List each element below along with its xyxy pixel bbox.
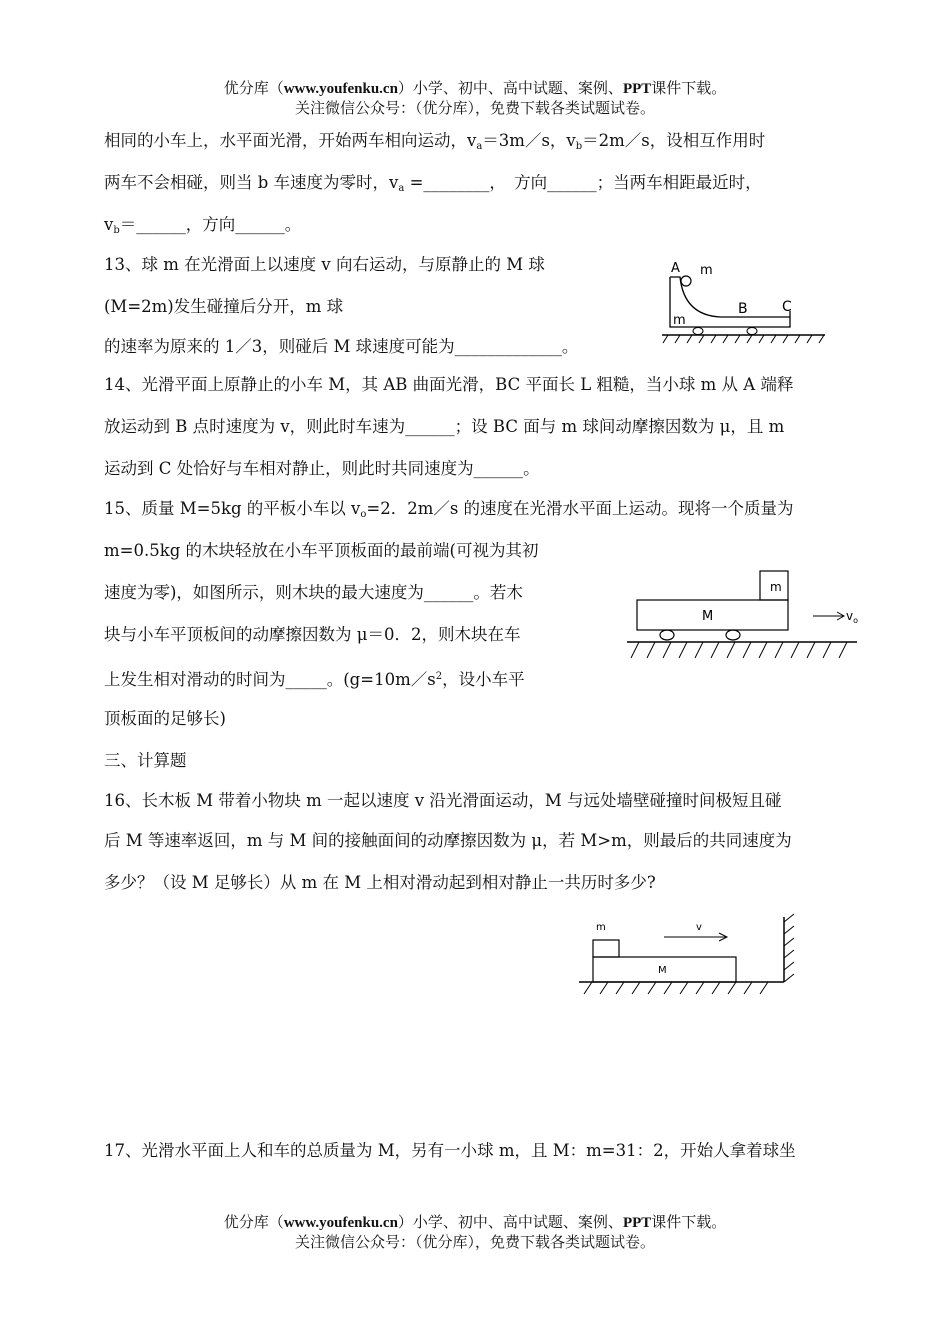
- q15-line-5: 上发生相对滑动的时间为_____。($g=10m/s^2$，设小车平: [104, 670, 525, 689]
- q17-line-1: 17、光滑水平面上人和车的总质量为 M，另有一小球 m，且 M：m=31：2，开始人拿着球坐: [104, 1141, 796, 1160]
- label-B: B: [738, 301, 748, 317]
- label-m-cart: m: [673, 313, 686, 328]
- header-line-1: 优分库（www.youfenku.cn）小学、初中、高中试题、案例、PPT课件下载。: [223, 79, 727, 97]
- q16-figure: [576, 912, 806, 1002]
- label-m-ball: m: [700, 263, 713, 278]
- q13-figure: [660, 255, 830, 350]
- q16-line-2: 后 M 等速率返回，m 与 M 间的接触面间的动摩擦因数为 μ，若 M>m，则最后的共同速度为: [104, 831, 792, 850]
- q13-line-3: 的速率为原来的 1／3，则碰后 M 球速度可能为_____________。: [104, 337, 579, 356]
- q12-line-2: 两车不会相碰，则当 b 车速度为零时，$v_a$ =________， 方向______；当两车相距最近时，: [104, 173, 762, 194]
- q15-line-4: 块与小车平顶板间的动摩擦因数为 μ＝0．2，则木块在车: [104, 625, 521, 644]
- label-M: M: [702, 609, 714, 624]
- q13-line-1: 13、球 m 在光滑面上以速度 v 向右运动，与原静止的 M 球: [104, 255, 545, 274]
- q13-line-2: (M=2m)发生碰撞后分开，m 球: [104, 297, 344, 316]
- section-title: 三、计算题: [104, 751, 187, 770]
- footer-line-2: 关注微信公众号：（优分库），免费下载各类试题试卷。: [294, 1233, 655, 1251]
- label-v: $v_o$: [846, 609, 859, 625]
- footer-url: www.youfenku.cn: [283, 1215, 398, 1231]
- footer-line-1: 优分库（www.youfenku.cn）小学、初中、高中试题、案例、PPT课件下载。: [223, 1213, 727, 1231]
- q12-line-3: $v_b=\_\_\_\_\_\_$，方向______。: [104, 215, 302, 236]
- q14-line-3: 运动到 C 处恰好与车相对静止，则此时共同速度为______。: [104, 459, 540, 478]
- q15-line-3: 速度为零)，如图所示，则木块的最大速度为______。若木: [104, 583, 523, 602]
- q15-figure: [625, 568, 860, 673]
- label-C: C: [782, 299, 792, 315]
- label-M: M: [658, 965, 667, 976]
- label-m: m: [770, 580, 782, 594]
- q15-line-1: 15、质量 M=5kg 的平板小车以 $v_o=2$．2m／s 的速度在光滑水平面上运动。现将一个质量为: [104, 499, 794, 520]
- q16-line-1: 16、长木板 M 带着小物块 m 一起以速度 v 沿光滑面运动，M 与远处墙壁碰撞时间极短且碰: [104, 791, 782, 810]
- q12-line-1: 相同的小车上，水平面光滑，开始两车相向运动，$v_a=3m/s$，$v_b=2m/s$，设相互作用时: [104, 131, 766, 152]
- header-line-2: 关注微信公众号：（优分库），免费下载各类试题试卷。: [294, 99, 655, 117]
- label-v: v: [696, 922, 702, 933]
- q15-line-6: 顶板面的足够长): [104, 709, 226, 728]
- label-A: A: [671, 261, 680, 276]
- label-m: m: [596, 922, 606, 933]
- q15-line-2: m=0.5kg 的木块轻放在小车平顶板面的最前端(可视为其初: [104, 541, 539, 560]
- q16-line-3: 多少？（设 M 足够长）从 m 在 M 上相对滑动起到相对静止一共历时多少?: [104, 873, 656, 892]
- header-url: www.youfenku.cn: [283, 81, 398, 97]
- q14-line-2: 放运动到 B 点时速度为 v，则此时车速为______；设 BC 面与 m 球间动摩擦因数为 μ，且 m: [104, 417, 785, 436]
- q14-line-1: 14、光滑平面上原静止的小车 M，其 AB 曲面光滑，BC 平面长 L 粗糙，当小球 m 从 A 端释: [104, 375, 794, 394]
